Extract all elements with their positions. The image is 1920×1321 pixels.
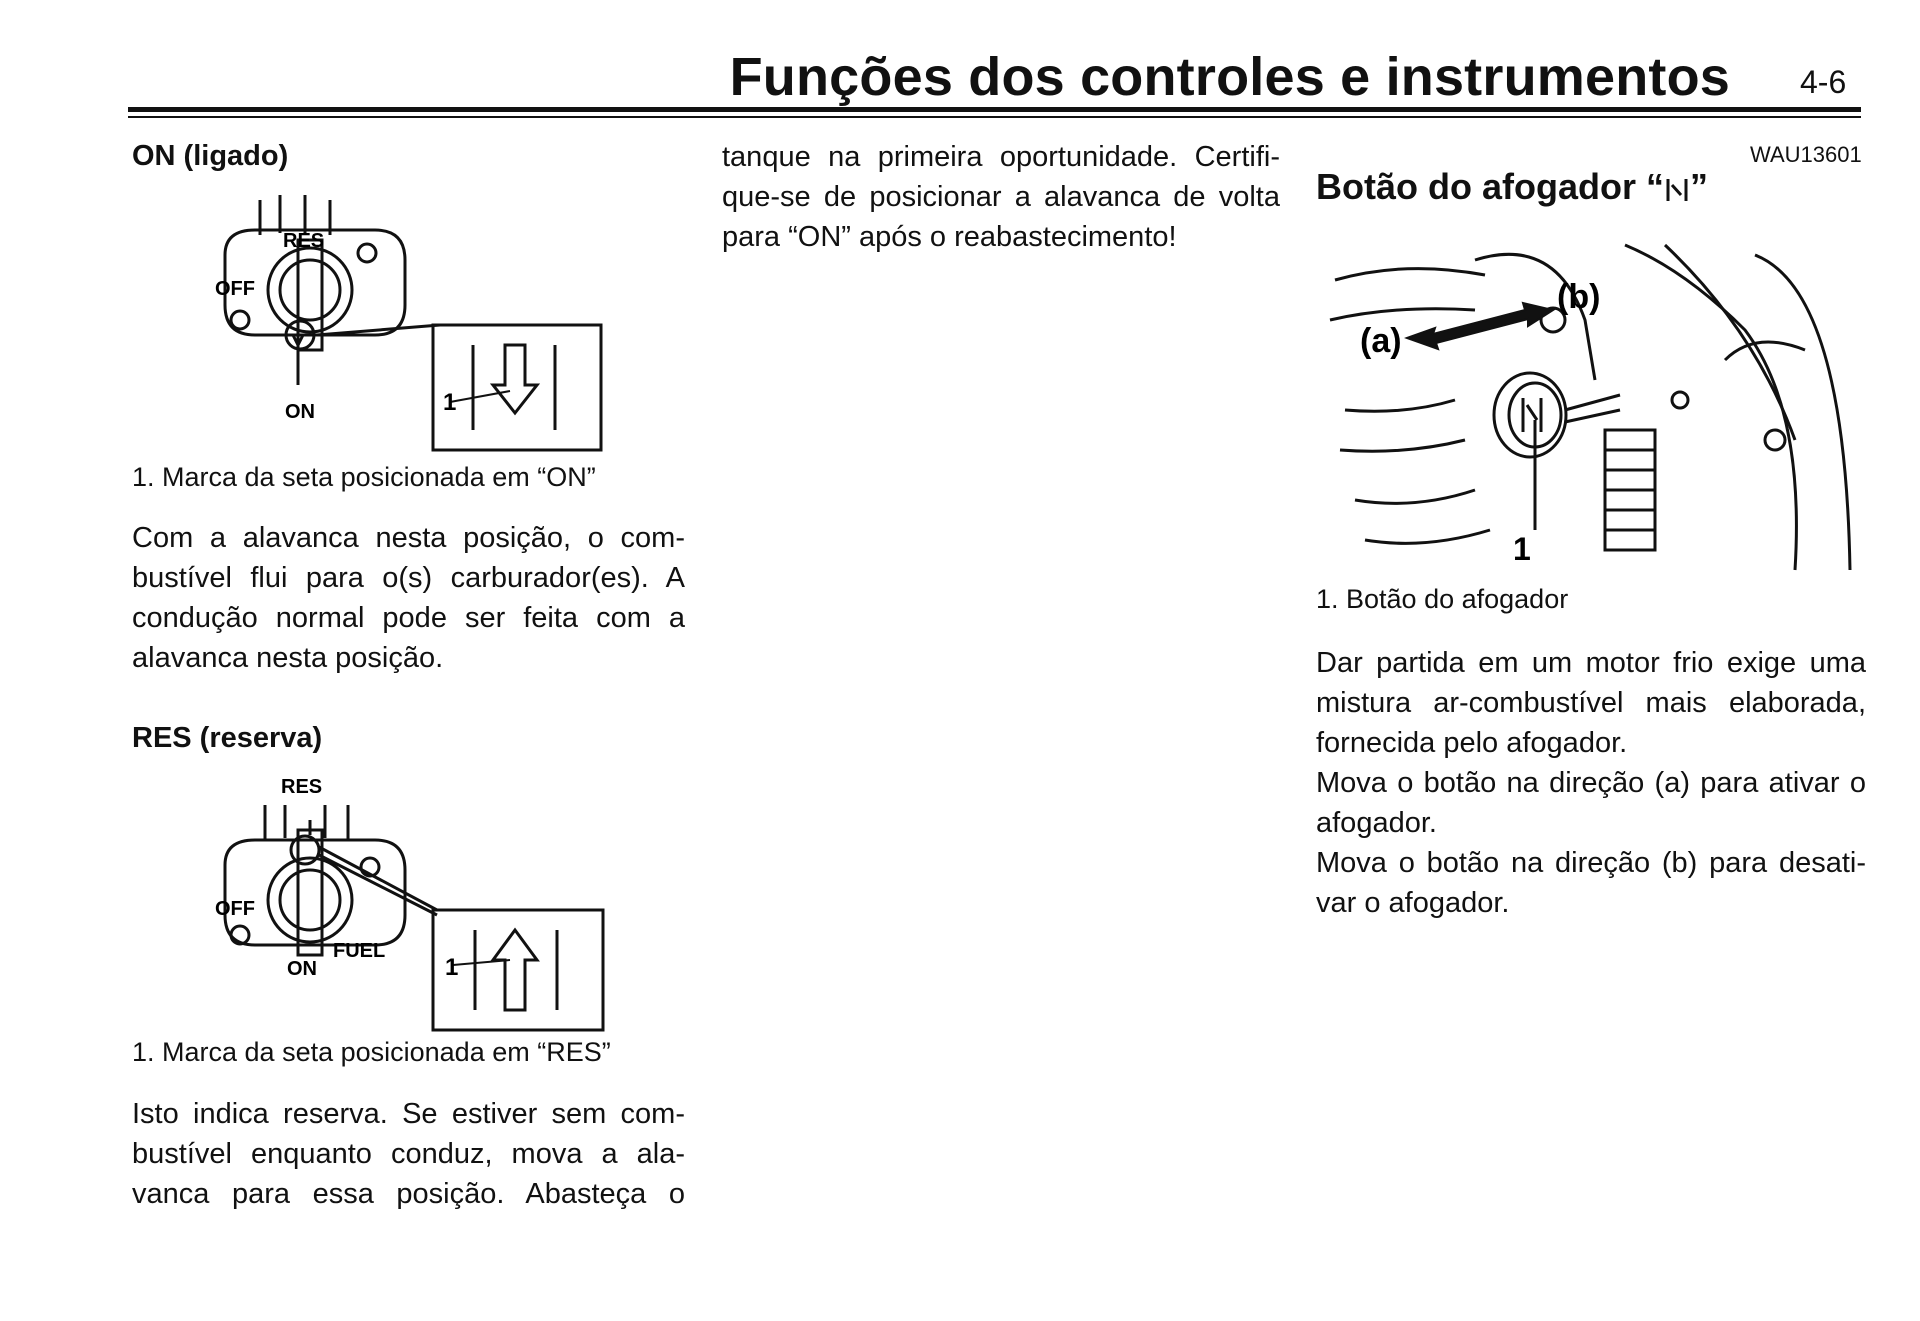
page-number: 4-6 xyxy=(1800,64,1847,100)
choke-knob-figure xyxy=(1325,240,1865,580)
fig-on-caption: 1. Marca da seta posicionada em “ON” xyxy=(132,462,596,492)
res-paragraph xyxy=(132,1094,685,1214)
fuel-cock-res-figure xyxy=(205,775,615,1035)
choke-paragraph xyxy=(1316,643,1866,923)
fig-res-label-on: ON xyxy=(287,958,317,980)
continuation-line: tanque na primeira oportunidade. Certifi- xyxy=(722,141,1280,173)
continuation-line: que-se de posicionar a alavanca de volta xyxy=(722,181,1280,213)
on-heading: ON (ligado) xyxy=(132,140,289,172)
section-title-end: ” xyxy=(1689,166,1708,207)
fig-on-label-res: RES xyxy=(283,230,325,252)
on-paragraph-line: condução normal pode ser feita com a xyxy=(132,602,685,634)
choke-paragraph-line: Mova o botão na direção (b) para desati- xyxy=(1316,847,1866,879)
res-paragraph-line: vanca para essa posição. Abasteça o xyxy=(132,1178,685,1210)
fig-choke-caption: 1. Botão do afogador xyxy=(1316,584,1569,614)
fig-res-callout-1: 1 xyxy=(445,954,459,981)
on-paragraph xyxy=(132,518,685,678)
choke-paragraph-line: afogador. xyxy=(1316,807,1437,839)
continuation-paragraph xyxy=(722,137,1280,257)
fig-on-callout-1: 1 xyxy=(443,389,457,416)
res-paragraph-line: bustível enquanto conduz, mova a ala- xyxy=(132,1138,685,1170)
fig-choke-callout-1: 1 xyxy=(1513,531,1531,567)
choke-symbol-icon xyxy=(1664,170,1690,200)
fig-choke-label-b: (b) xyxy=(1557,278,1601,316)
fig-res-label-off: OFF xyxy=(215,898,255,920)
header-rule-thin xyxy=(128,116,1861,118)
res-heading: RES (reserva) xyxy=(132,722,323,754)
fuel-cock-on-figure xyxy=(205,195,615,460)
on-paragraph-line: bustível flui para o(s) carburador(es). A xyxy=(132,562,685,594)
header-rule-thick xyxy=(128,107,1861,112)
fig-on-label-on: ON xyxy=(285,401,315,423)
continuation-line: para “ON” após o reabastecimento! xyxy=(722,221,1177,253)
fig-res-label-fuel: FUEL xyxy=(333,940,386,962)
fig-res-caption: 1. Marca da seta posicionada em “RES” xyxy=(132,1037,611,1067)
fig-res-label-res: RES xyxy=(281,776,323,798)
choke-paragraph-line: Dar partida em um motor frio exige uma xyxy=(1316,647,1866,679)
on-paragraph-line: alavanca nesta posição. xyxy=(132,642,444,674)
choke-paragraph-line: var o afogador. xyxy=(1316,887,1510,919)
page-title: Funções dos controles e instrumentos xyxy=(729,47,1730,107)
on-paragraph-line: Com a alavanca nesta posição, o com- xyxy=(132,522,685,554)
fig-on-label-off: OFF xyxy=(215,278,255,300)
choke-paragraph-line: Mova o botão na direção (a) para ativar o xyxy=(1316,767,1866,799)
choke-paragraph-line: fornecida pelo afogador. xyxy=(1316,727,1628,759)
choke-paragraph-line: mistura ar-combustível mais elaborada, xyxy=(1316,687,1866,719)
res-paragraph-line: Isto indica reserva. Se estiver sem com- xyxy=(132,1098,685,1130)
fig-choke-label-a: (a) xyxy=(1360,322,1402,360)
section-title-text: Botão do afogador “ xyxy=(1316,166,1664,207)
reference-code: WAU13601 xyxy=(1750,142,1862,167)
section-title xyxy=(1316,166,1708,208)
